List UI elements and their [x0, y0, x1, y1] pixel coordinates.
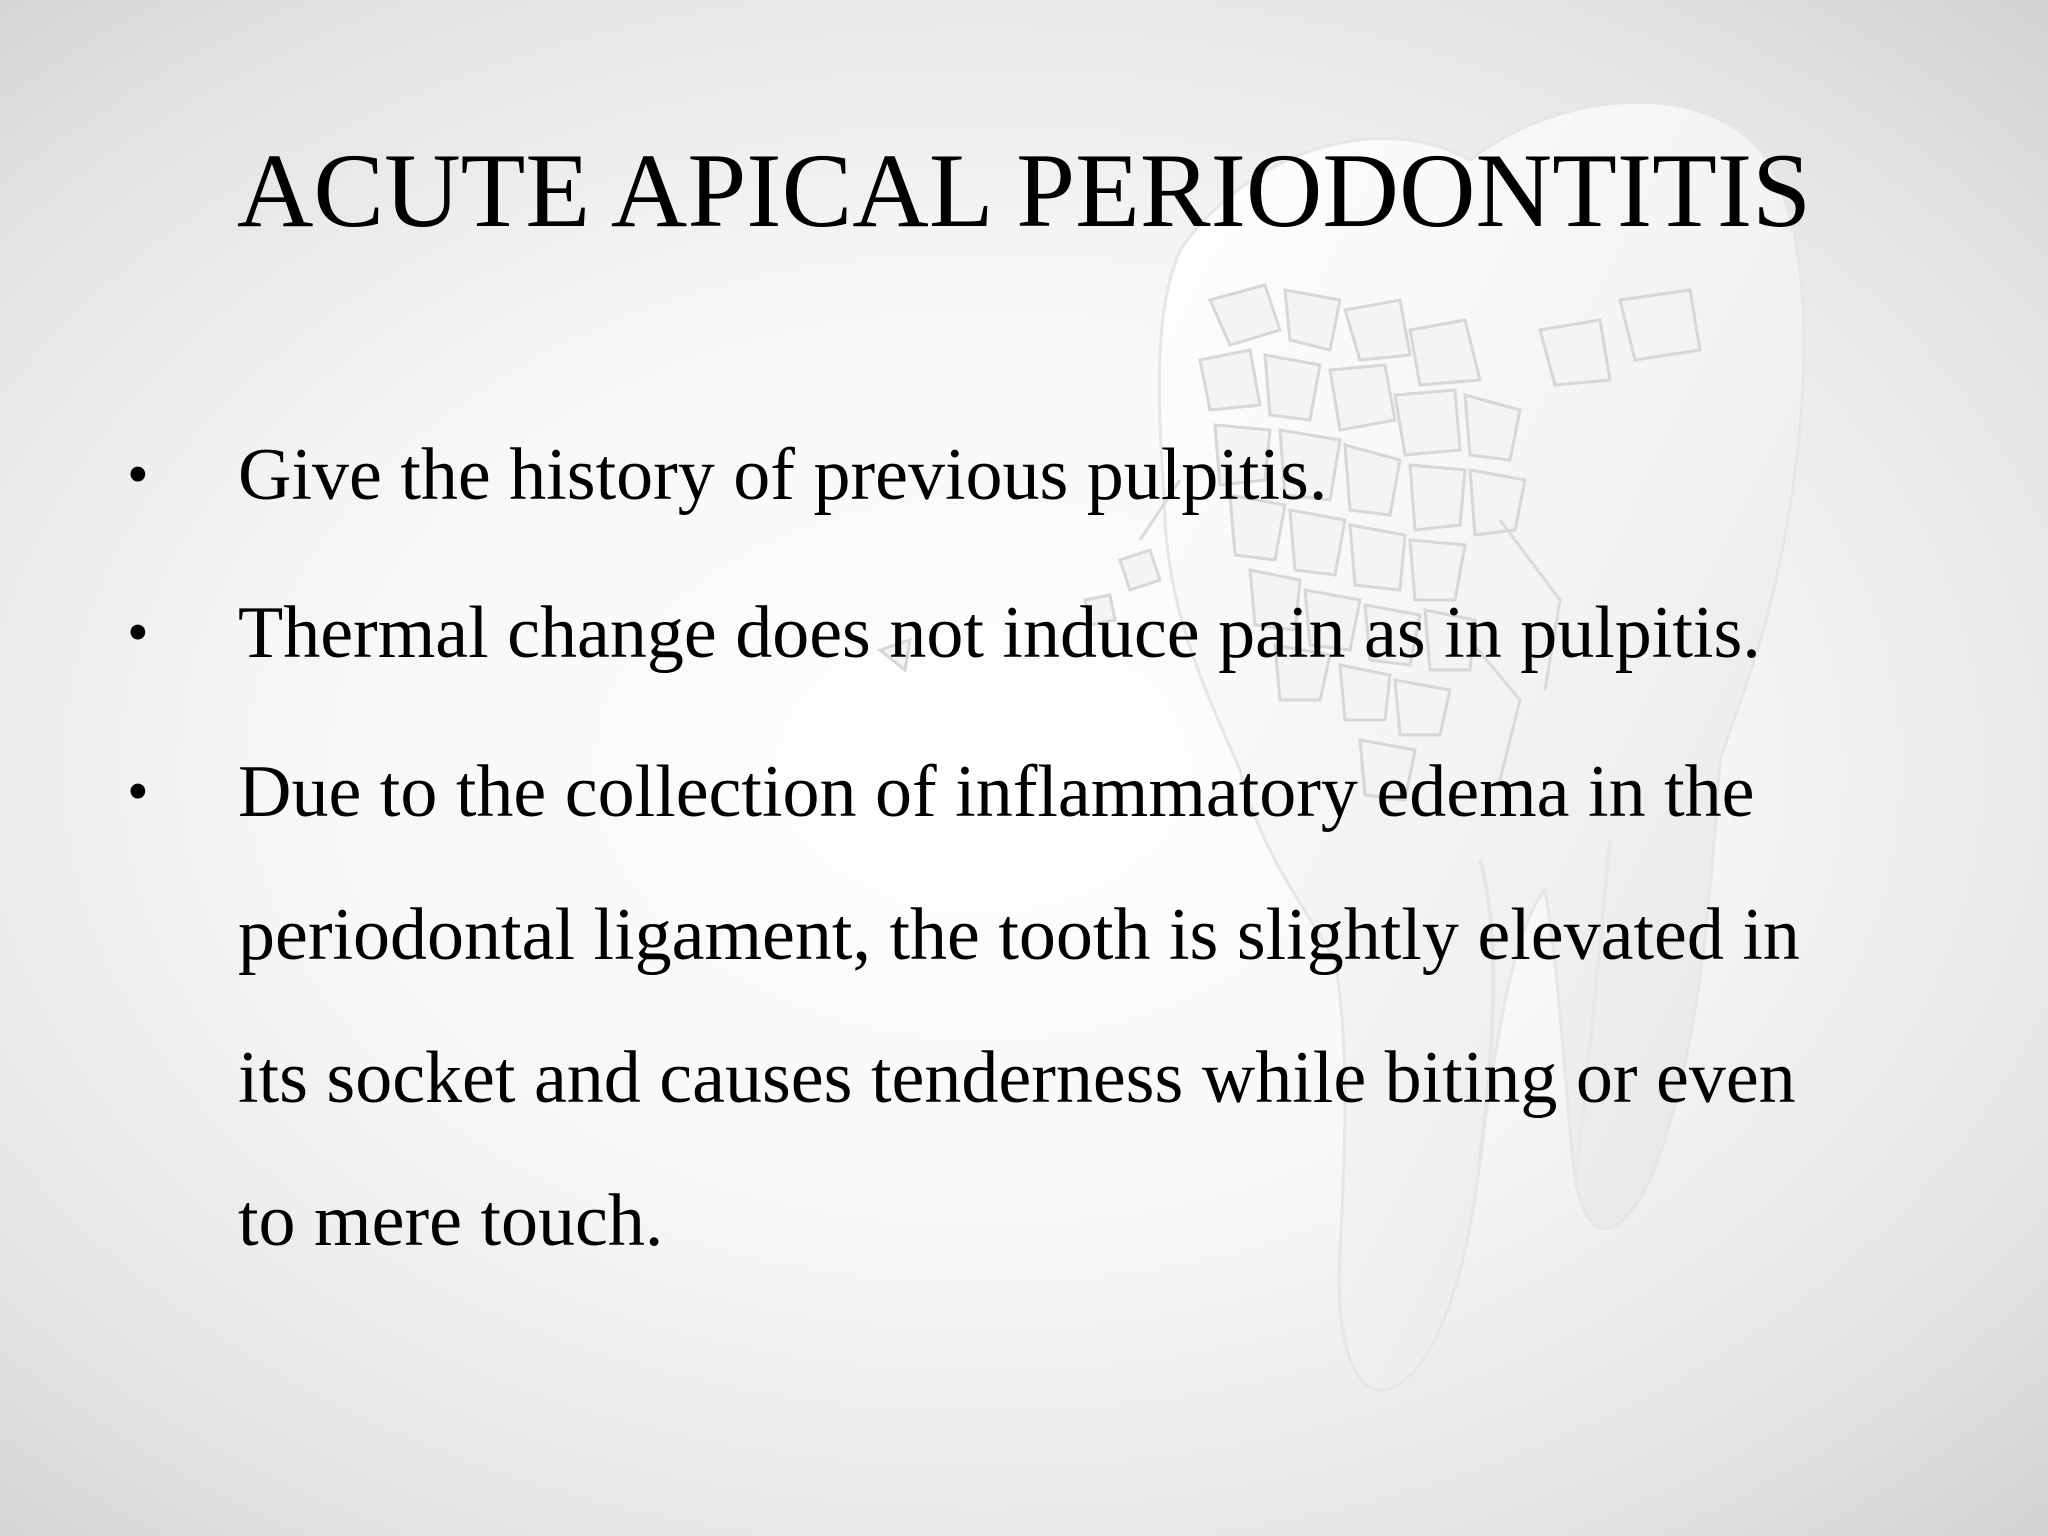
bullet-text-line: Due to the collection of inflammatory edema in the	[238, 751, 1755, 833]
bullet-text-line: its socket and causes tenderness while biting or even	[238, 1037, 1796, 1119]
bullet-text-line: to mere touch.	[238, 1180, 664, 1262]
bullet-text-line: periodontal ligament, the tooth is slightly elevated in	[238, 894, 1800, 976]
bullet-point-icon: •	[127, 441, 149, 509]
bullet-point-icon: •	[127, 599, 149, 667]
bullet-point-icon: •	[127, 758, 149, 826]
bullet-text	[238, 721, 1958, 1293]
bullet-text	[238, 404, 1958, 547]
bullet-text	[238, 562, 1958, 705]
bullet-text-line: Thermal change does not induce pain as in pulpitis.	[238, 592, 1761, 674]
slide-title: ACUTE APICAL PERIODONTITIS	[236, 132, 1812, 249]
bullet-text-line: Give the history of previous pulpitis.	[238, 434, 1328, 516]
